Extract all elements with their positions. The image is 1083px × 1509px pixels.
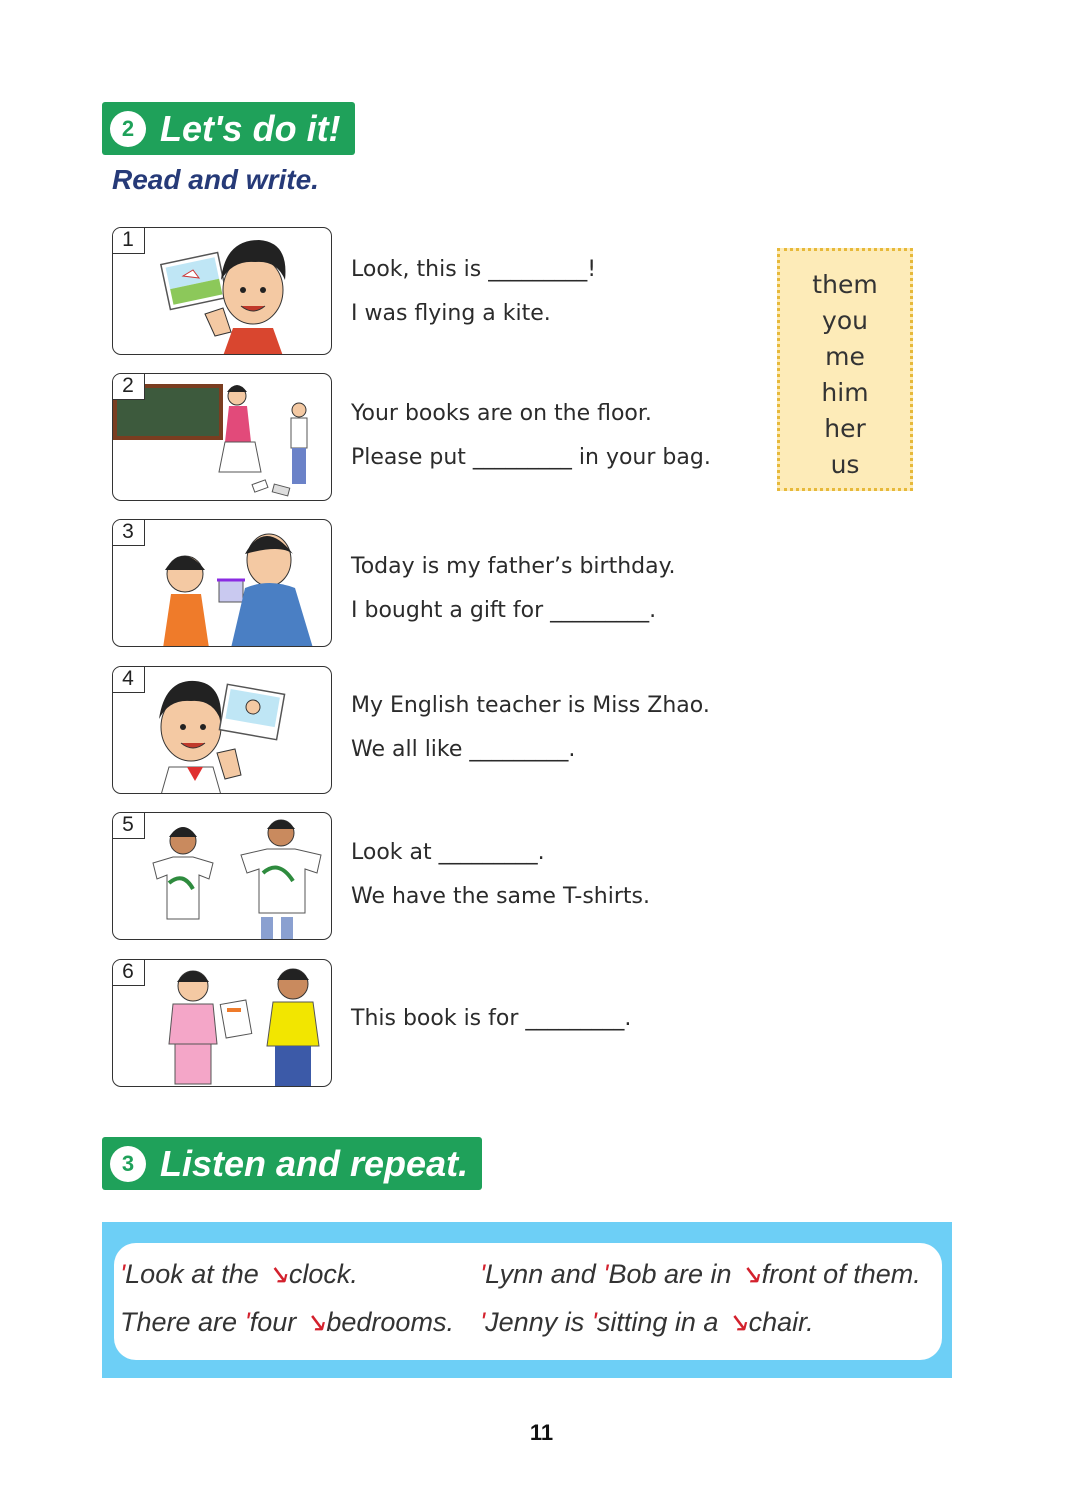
intonation-arrow-icon: ↘ [303,1307,327,1337]
section-title: Let's do it! [160,107,341,149]
stress-mark: ' [480,1259,486,1289]
exercise-2-line-1: Your books are on the floor. [351,401,652,426]
panel-number: 1 [112,227,145,254]
picture-panel-1 [112,227,332,355]
picture-panel-4 [112,666,332,794]
stress-mark: ' [480,1307,486,1337]
word-box-item: them [812,270,878,299]
word-box-item: me [825,342,865,371]
exercise-2-line-2: Please put _________ in your bag. [351,445,711,470]
exercise-3-line-1: Today is my father’s birthday. [351,554,676,579]
two-kids-same-tshirts-illustration [113,813,332,940]
phrase-3: 'Lynn and 'Bob are in ↘front of them. [480,1259,921,1289]
panel-number: 6 [112,959,145,986]
panel-number: 5 [112,812,145,839]
picture-panel-5 [112,812,332,940]
word-box-item: her [824,414,866,443]
section-2-heading [102,102,355,155]
stress-mark: ' [120,1259,126,1289]
section-number: 2 [110,111,146,147]
word-box-item: you [822,306,868,335]
exercise-5-line-1: Look at _________. [351,840,545,865]
exercise-1-line-1: Look, this is _________! [351,257,597,282]
intonation-arrow-icon: ↘ [266,1259,289,1289]
intonation-arrow-icon: ↘ [739,1259,762,1289]
exercise-4-line-1: My English teacher is Miss Zhao. [351,693,710,718]
phrase-4: 'Jenny is 'sitting in a ↘chair. [480,1307,814,1337]
picture-panel-6 [112,959,332,1087]
phrase-1: 'Look at the ↘clock. [120,1259,358,1289]
girl-giving-gift-to-father-illustration [113,520,332,647]
instruction: Read and write. [112,164,319,195]
page-number: 11 [529,1420,554,1445]
word-box-item: us [830,450,860,479]
section-title: Listen and repeat. [160,1142,469,1184]
phrases-panel [114,1243,942,1360]
boy-with-kite-photo-illustration [113,228,332,355]
word-box-item: him [821,378,869,407]
exercise-3-line-2: I bought a gift for _________. [351,598,657,623]
boy-giving-book-to-girl-illustration [113,960,332,1087]
stress-mark: ' [603,1259,609,1289]
exercise-4-line-2: We all like _________. [351,737,576,762]
phrase-2: There are 'four ↘bedrooms. [120,1307,454,1337]
exercise-1-line-2: I was flying a kite. [351,301,551,326]
panel-number: 3 [112,519,145,546]
stress-mark: ' [591,1307,597,1337]
boy-with-teacher-photo-illustration [113,667,332,794]
exercise-6-line-1: This book is for _________. [351,1006,632,1031]
stress-mark: ' [244,1307,250,1337]
section-3-heading [102,1137,482,1190]
picture-panel-3 [112,519,332,647]
intonation-arrow-icon: ↘ [725,1307,749,1337]
exercise-5-line-2: We have the same T-shirts. [351,884,650,909]
section-number: 3 [110,1146,146,1182]
panel-number: 4 [112,666,145,693]
teacher-books-floor-illustration [113,374,332,501]
panel-number: 2 [112,373,145,400]
picture-panel-2 [112,373,332,501]
listen-and-repeat-box [102,1222,952,1378]
word-box [777,248,913,491]
